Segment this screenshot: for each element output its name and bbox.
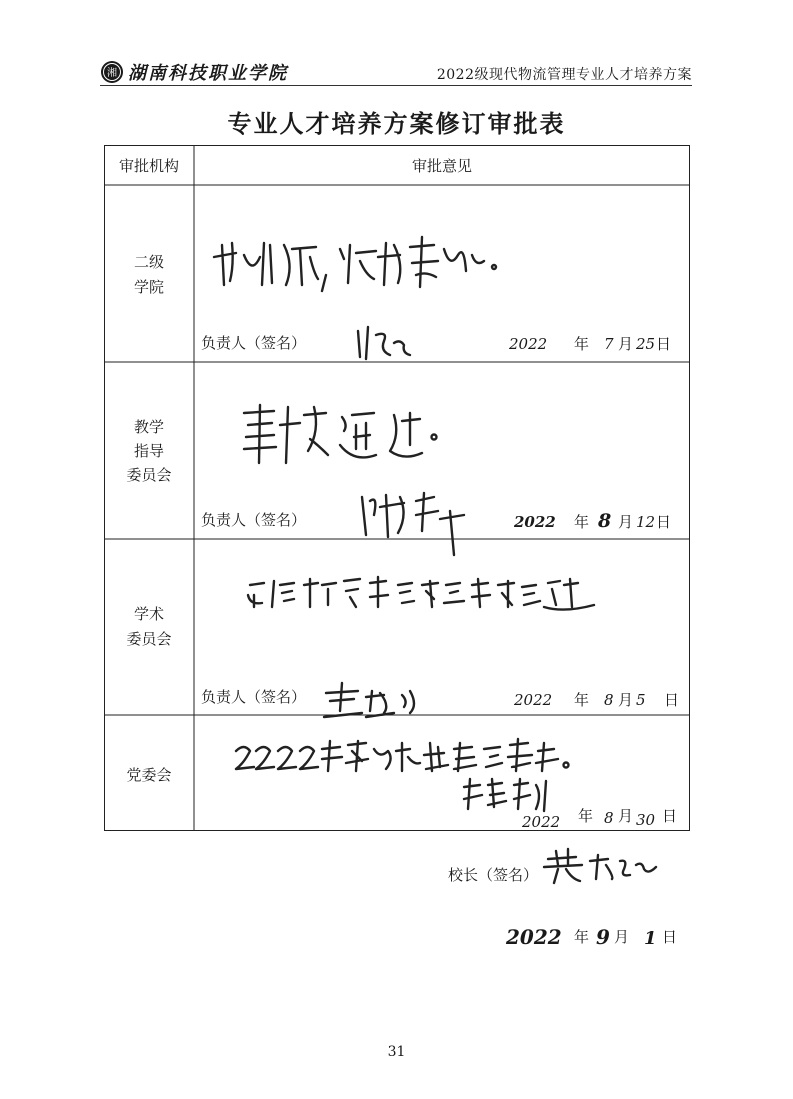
principal-sign-label: 校长（签名） — [448, 866, 539, 884]
row3-sign-label: 负责人（签名） — [201, 688, 307, 706]
row1-date-year: 2022 — [509, 335, 548, 353]
row3-unit-month: 月 — [618, 691, 634, 709]
row1-date — [508, 335, 671, 353]
row2-signature — [362, 493, 464, 555]
row1-org-line2: 学院 — [133, 278, 165, 296]
row4-handwritten-opinion — [236, 739, 569, 771]
row1-date-day: 25 — [636, 335, 656, 353]
row4-unit-day: 日 — [662, 807, 678, 825]
row4-unit-month: 月 — [618, 807, 634, 825]
principal-date — [500, 912, 700, 952]
row1-unit-year: 年 — [574, 335, 590, 353]
row4-unit-year: 年 — [578, 807, 594, 825]
row2-unit-year: 年 — [574, 513, 590, 531]
principal-date-year: 2022 — [506, 925, 562, 949]
row2-date-day: 12 — [636, 513, 656, 531]
principal-date-month: 9 — [596, 925, 610, 949]
row1-unit-day: 日 — [656, 335, 672, 353]
row4-date-day: 30 — [636, 811, 656, 829]
school-name-calligraphy — [128, 60, 318, 84]
header-rule — [100, 85, 692, 86]
row1-handwritten-opinion — [214, 237, 496, 291]
table-grid — [104, 145, 690, 831]
row3-unit-year: 年 — [574, 691, 590, 709]
row2-org-line1: 教学 — [133, 418, 165, 436]
page-title: 专业人才培养方案修订审批表 — [227, 110, 566, 138]
page-header — [100, 60, 692, 88]
row1-signature — [358, 327, 410, 359]
page-number: 31 — [387, 1044, 406, 1060]
row3-unit-day: 日 — [664, 691, 680, 709]
principal-date-day: 1 — [644, 928, 657, 949]
row3-date-day: 5 — [636, 691, 646, 709]
row4-signature — [464, 779, 546, 811]
col-header-opinion: 审批意见 — [411, 157, 473, 175]
approval-table — [104, 145, 690, 831]
row1-unit-month: 月 — [618, 335, 634, 353]
school-name: 湖南科技职业学院 — [128, 63, 288, 84]
row2-org-line2: 指导 — [133, 442, 165, 460]
header-doc-title: 2022级现代物流管理专业人才培养方案 — [436, 67, 692, 83]
row1-org-line1: 二级 — [133, 253, 165, 271]
row2-org-line3: 委员会 — [126, 466, 172, 484]
principal-unit-month: 月 — [614, 928, 630, 946]
svg-text:湘: 湘 — [107, 68, 117, 79]
row3-date-month: 8 — [604, 691, 614, 709]
principal-unit-day: 日 — [662, 928, 678, 946]
row2-date-year: 2022 — [514, 513, 556, 531]
row3-org-line2: 委员会 — [126, 630, 172, 648]
col-header-org: 审批机构 — [118, 157, 180, 175]
principal-unit-year: 年 — [574, 928, 590, 946]
row1-date-month: 7 — [604, 335, 614, 353]
principal-signature — [536, 845, 686, 885]
row2-date — [513, 510, 671, 532]
row3-date-year: 2022 — [514, 691, 553, 709]
school-logo-seal — [100, 60, 124, 84]
row2-unit-day: 日 — [656, 513, 672, 531]
row3-handwritten-opinion — [248, 577, 594, 610]
row4-org-line1: 党委会 — [126, 766, 172, 784]
row2-sign-label: 负责人（签名） — [201, 511, 307, 529]
row2-date-month: 8 — [598, 510, 612, 532]
row3-signature — [324, 683, 414, 717]
row2-handwritten-opinion — [244, 405, 437, 463]
row1-sign-label: 负责人（签名） — [201, 334, 307, 352]
row2-unit-month: 月 — [618, 513, 634, 531]
row3-org-line1: 学术 — [133, 605, 165, 623]
row3-date — [513, 691, 679, 709]
row4-date-year: 2022 — [522, 813, 561, 831]
row4-date-month: 8 — [604, 809, 614, 827]
